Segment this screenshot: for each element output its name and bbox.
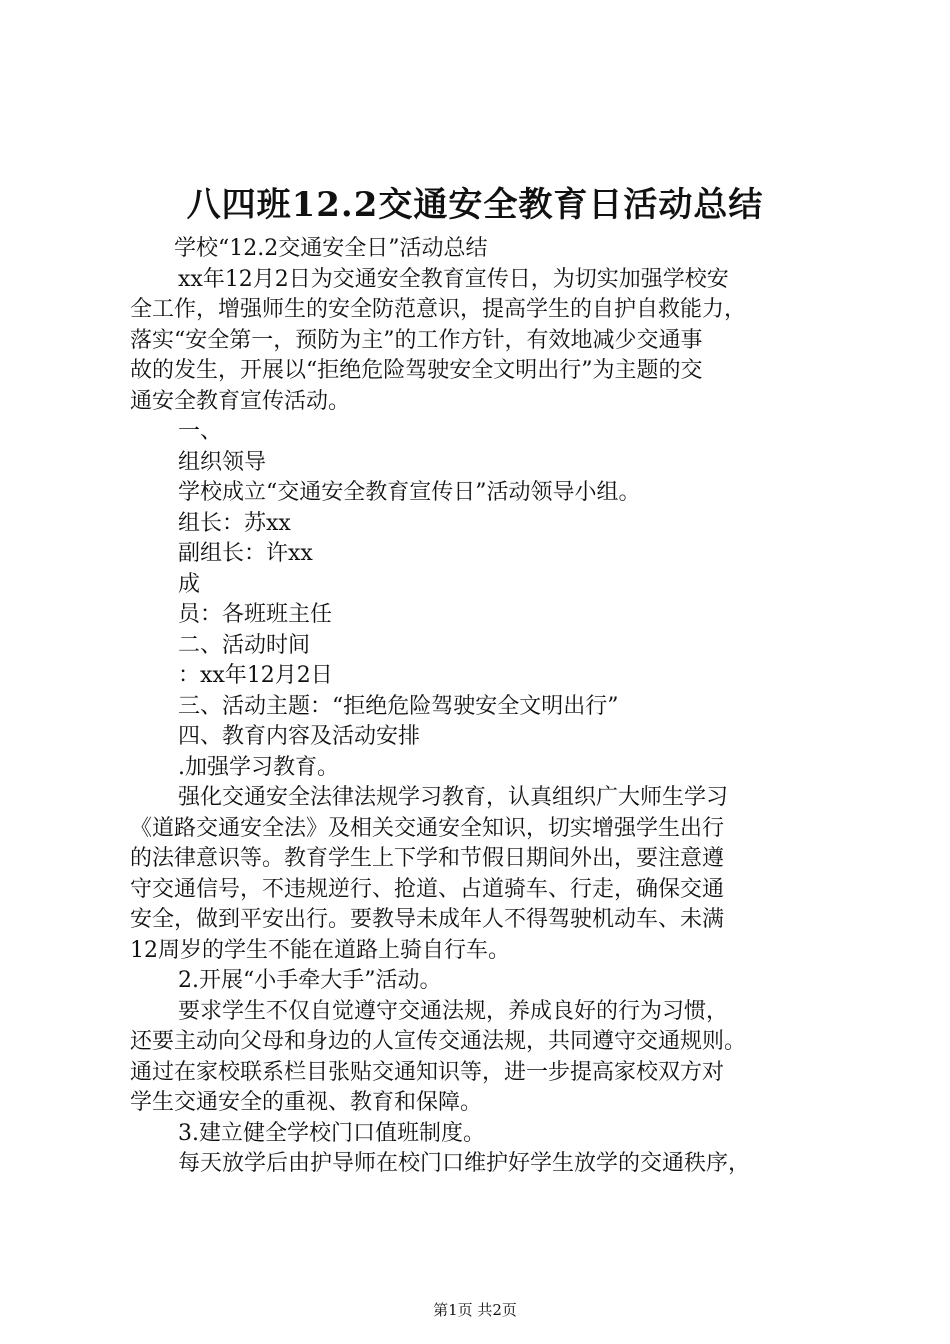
paragraph-line: 学生交通安全的重视、教育和保障。 — [130, 1090, 483, 1115]
subsection-heading: 3.建立健全学校门口值班制度。 — [178, 1120, 485, 1146]
paragraph-line: xx年12月2日为交通安全教育宣传日，为切实加强学校安 — [178, 266, 729, 292]
paragraph-line: ：xx年12月2日 — [178, 663, 333, 688]
paragraph-line: 副组长：许xx — [178, 541, 313, 566]
paragraph-line: 的法律意识等。教育学生上下学和节假日期间外出，要注意遵 — [130, 846, 725, 871]
paragraph-line: 强化交通安全法律法规学习教育，认真组织广大师生学习 — [178, 785, 729, 810]
paragraph-line: 员：各班班主任 — [178, 602, 333, 627]
paragraph-line: 故的发生，开展以“拒绝危险驾驶安全文明出行”为主题的交 — [130, 358, 703, 383]
paragraph-line: 全工作，增强师生的安全防范意识，提高学生的自护自救能力， — [130, 297, 747, 322]
paragraph-line: 安全，做到平安出行。要教导未成年人不得驾驶机动车、未满 — [130, 907, 725, 932]
paragraph-line: 通安全教育宣传活动。 — [130, 388, 351, 414]
document-title: 八四班12.2交通安全教育日活动总结 — [186, 185, 764, 225]
paragraph-line: 每天放学后由护导师在校门口维护好学生放学的交通秩序， — [178, 1151, 751, 1176]
paragraph-line: 12周岁的学生不能在道路上骑自行车。 — [130, 937, 510, 963]
subsection-heading: .加强学习教育。 — [178, 754, 339, 780]
section-heading: 组织领导 — [178, 449, 267, 475]
paragraph-line: 还要主动向父母和身边的人宣传交通法规，共同遵守交通规则。 — [130, 1029, 747, 1054]
document-body — [130, 234, 830, 1180]
section-heading: 四、教育内容及活动安排 — [178, 724, 421, 749]
section-heading: 三、活动主题：“拒绝危险驾驶安全文明出行” — [178, 693, 619, 719]
paragraph-line: 《道路交通安全法》及相关交通安全知识，切实增强学生出行 — [130, 815, 725, 841]
section-heading: 二、活动时间 — [178, 632, 311, 658]
paragraph-line: 守交通信号，不违规逆行、抢道、占道骑车、行走，确保交通 — [130, 876, 725, 902]
paragraph-line: 学校成立“交通安全教育宣传日”活动领导小组。 — [178, 480, 641, 505]
paragraph-line: 落实“安全第一，预防为主”的工作方针，有效地减少交通事 — [130, 327, 703, 353]
page-footer: 第1页 共2页 — [433, 1301, 517, 1319]
paragraph-line: 要求学生不仅自觉遵守交通法规，养成良好的行为习惯， — [178, 998, 729, 1024]
paragraph-line: 成 — [178, 571, 201, 597]
subtitle-line: 学校“12.2交通安全日”活动总结 — [174, 236, 488, 261]
subsection-heading: 2.开展“小手牵大手”活动。 — [178, 968, 442, 993]
section-heading: 一、 — [178, 419, 223, 444]
paragraph-line: 通过在家校联系栏目张贴交通知识等，进一步提高家校双方对 — [130, 1059, 725, 1085]
paragraph-line: 组长：苏xx — [178, 510, 291, 536]
